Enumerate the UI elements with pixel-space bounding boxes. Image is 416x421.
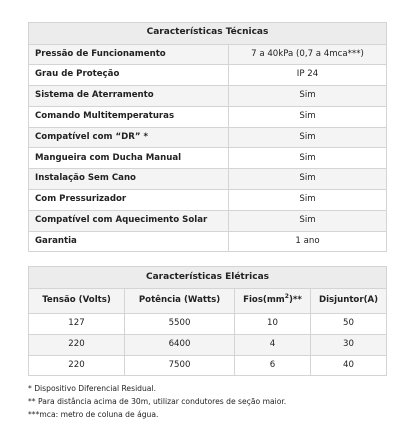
- cell-voltage: 220: [29, 355, 125, 376]
- spec-value: Sim: [229, 86, 387, 107]
- table-row: [29, 169, 387, 190]
- table-row: [29, 313, 387, 334]
- spec-value: Sim: [229, 106, 387, 127]
- spec-value: 7 a 40kPa (0,7 a 4mca***): [229, 44, 387, 65]
- header-wires: [235, 288, 311, 313]
- table-row: [29, 355, 387, 376]
- table-spacer: [28, 252, 386, 266]
- spec-label: Compatível com “DR” *: [29, 127, 229, 148]
- spec-label: Grau de Proteção: [29, 65, 229, 86]
- header-breaker: Disjuntor(A): [311, 288, 387, 313]
- cell-voltage: 220: [29, 334, 125, 355]
- header-wires-prefix: Fios(mm: [243, 295, 285, 306]
- technical-specs-title: Características Técnicas: [29, 23, 387, 45]
- table-row: [29, 65, 387, 86]
- spec-value: Sim: [229, 210, 387, 231]
- electrical-specs-title: Características Elétricas: [29, 267, 387, 289]
- spec-value: Sim: [229, 169, 387, 190]
- table-row: [29, 127, 387, 148]
- spec-label: Sistema de Aterramento: [29, 86, 229, 107]
- technical-specs-table: [28, 22, 387, 252]
- cell-breaker: 50: [311, 313, 387, 334]
- cell-breaker: 30: [311, 334, 387, 355]
- spec-label: Mangueira com Ducha Manual: [29, 148, 229, 169]
- cell-wires: 4: [235, 334, 311, 355]
- footnote: ** Para distância acima de 30m, utilizar condutores de seção maior.: [28, 397, 287, 407]
- spec-value: 1 ano: [229, 231, 387, 252]
- spec-value: Sim: [229, 190, 387, 211]
- electrical-header-row: [29, 288, 387, 313]
- cell-breaker: 40: [311, 355, 387, 376]
- cell-wires: 6: [235, 355, 311, 376]
- spec-label: Compatível com Aquecimento Solar: [29, 210, 229, 231]
- spec-label: Com Pressurizador: [29, 190, 229, 211]
- header-wires-suffix: )**: [288, 295, 302, 306]
- header-wires-superscript: 2: [284, 293, 289, 301]
- spec-sheet: [28, 22, 386, 421]
- spec-value: Sim: [229, 148, 387, 169]
- spec-value: IP 24: [229, 65, 387, 86]
- cell-power: 6400: [125, 334, 235, 355]
- cell-power: 5500: [125, 313, 235, 334]
- table-row: [29, 210, 387, 231]
- table-row: [29, 231, 387, 252]
- spec-label: Garantia: [29, 231, 229, 252]
- table-row: [29, 106, 387, 127]
- footnote: * Dispositivo Diferencial Residual.: [28, 384, 156, 394]
- table-row: [29, 334, 387, 355]
- spec-label: Comando Multitemperaturas: [29, 106, 229, 127]
- table-row: [29, 44, 387, 65]
- cell-power: 7500: [125, 355, 235, 376]
- spec-label: Pressão de Funcionamento: [29, 44, 229, 65]
- cell-voltage: 127: [29, 313, 125, 334]
- table-row: [29, 190, 387, 211]
- spec-value: Sim: [229, 127, 387, 148]
- electrical-specs-table: [28, 266, 387, 376]
- table-row: [29, 86, 387, 107]
- spec-label: Instalação Sem Cano: [29, 169, 229, 190]
- footnotes: [28, 382, 386, 421]
- header-power: Potência (Watts): [125, 288, 235, 313]
- header-voltage: Tensão (Volts): [29, 288, 125, 313]
- footnote: ***mca: metro de coluna de água.: [28, 410, 159, 420]
- cell-wires: 10: [235, 313, 311, 334]
- table-row: [29, 148, 387, 169]
